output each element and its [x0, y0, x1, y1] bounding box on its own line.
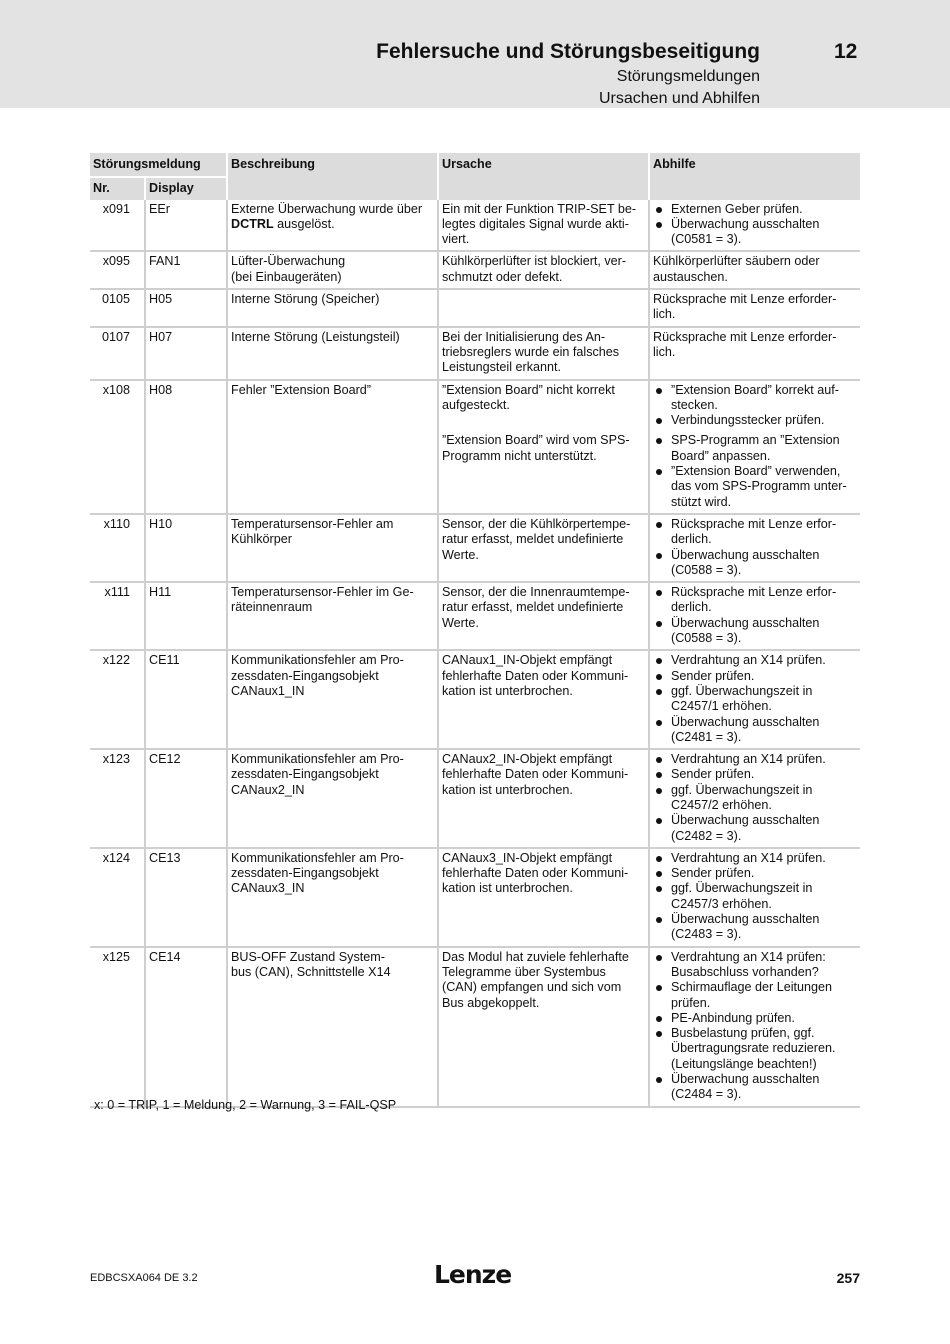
remedy-list [653, 383, 857, 429]
bullet-icon [656, 985, 662, 991]
fault-description [227, 251, 438, 289]
remedy-item [653, 1011, 857, 1026]
table-row [90, 650, 860, 749]
fault-number: x111 [90, 582, 145, 650]
bullet-icon [656, 720, 662, 726]
remedy-item [653, 433, 857, 464]
fault-display: CE13 [145, 848, 227, 947]
page-number: 257 [836, 1270, 860, 1286]
cause-text: CANaux2_IN-Objekt empfängt fehlerhafte Daten oder Kommuni- kation ist unterbrochen. [442, 752, 629, 797]
cause-cell [438, 251, 649, 289]
page-header [0, 0, 950, 108]
remedy-text: Busbelastung prüfen, ggf. Übertragungsrate reduzieren. (Leitungslänge beachten!) [671, 1026, 836, 1071]
remedy-item [653, 881, 857, 912]
remedy-item [653, 202, 857, 217]
remedy-text: ”Extension Board” verwenden, das vom SPS-Programm unter- stützt wird. [671, 464, 847, 509]
fault-number: x125 [90, 947, 145, 1107]
bullet-icon [656, 689, 662, 695]
bullet-icon [656, 621, 662, 627]
bullet-icon [656, 418, 662, 424]
fault-number: x091 [90, 200, 145, 252]
cause-cell [438, 327, 649, 380]
cause-cell [438, 380, 649, 432]
remedy-item [653, 669, 857, 684]
remedy-list [653, 851, 857, 943]
remedy-item [653, 783, 857, 814]
table-row [90, 582, 860, 650]
table-row [90, 200, 860, 252]
remedy-cell [649, 380, 860, 432]
fault-number: x110 [90, 514, 145, 582]
remedy-text: Überwachung ausschalten (C2483 = 3). [671, 912, 820, 942]
fault-display: FAN1 [145, 251, 227, 289]
bullet-icon [656, 757, 662, 763]
fault-number: 0107 [90, 327, 145, 380]
remedy-text: ggf. Überwachungszeit in C2457/3 erhöhen. [671, 881, 813, 911]
fault-display: CE11 [145, 650, 227, 749]
fault-description [227, 200, 438, 252]
description-text: Kommunikationsfehler am Pro- zessdaten-Eingangsobjekt CANaux1_IN [231, 653, 404, 698]
cause-cell [438, 947, 649, 1107]
remedy-item [653, 517, 857, 548]
fault-display: CE12 [145, 749, 227, 848]
cause-cell [438, 200, 649, 252]
col-header-stoerungsmeldung: Störungsmeldung [90, 153, 227, 177]
fault-display: EEr [145, 200, 227, 252]
remedy-item [653, 752, 857, 767]
remedy-cell [649, 514, 860, 582]
section-subtitle-2: Ursachen und Abhilfen [599, 90, 760, 107]
description-text: Kommunikationsfehler am Pro- zessdaten-Eingangsobjekt CANaux2_IN [231, 752, 404, 797]
cause-text: CANaux3_IN-Objekt empfängt fehlerhafte Daten oder Kommuni- kation ist unterbrochen. [442, 850, 629, 896]
bullet-icon [656, 871, 662, 877]
remedy-text: Schirmauflage der Leitungen prüfen. [671, 980, 833, 1010]
remedy-text: Überwachung ausschalten (C2484 = 3). [671, 1072, 820, 1102]
fault-table [90, 153, 860, 1108]
remedy-text: Kühlkörperlüfter säubern oder austauschen. [653, 254, 820, 284]
description-text: Externe Überwachung wurde über [231, 201, 423, 216]
bullet-icon [656, 590, 662, 596]
remedy-text: Rücksprache mit Lenze erforder- lich. [653, 329, 837, 359]
fault-number: x124 [90, 848, 145, 947]
bullet-icon [656, 818, 662, 824]
fault-number: x108 [90, 380, 145, 514]
bullet-icon [656, 1016, 662, 1022]
description-text: ausgelöst. [273, 216, 335, 231]
bullet-icon [656, 1031, 662, 1037]
description-text: Interne Störung (Leistungsteil) [231, 329, 400, 344]
remedy-text: ggf. Überwachungszeit in C2457/2 erhöhen. [671, 782, 813, 812]
table-body [90, 200, 860, 1107]
cause-text: Ein mit der Funktion TRIP-SET be- legtes digitales Signal wurde akti- viert. [442, 201, 637, 247]
remedy-cell [649, 327, 860, 380]
fault-number: x095 [90, 251, 145, 289]
table-row [90, 380, 860, 432]
description-text: Kommunikationsfehler am Pro- zessdaten-Eingangsobjekt CANaux3_IN [231, 850, 404, 896]
cause-text: Sensor, der die Innenraumtempe- ratur erfasst, meldet undefinierte Werte. [442, 585, 630, 630]
description-text: BUS-OFF Zustand System- bus (CAN), Schnittstelle X14 [231, 949, 391, 979]
remedy-text: SPS-Programm an ”Extension Board” anpassen. [671, 433, 840, 463]
cause-cell [438, 749, 649, 848]
fault-description [227, 327, 438, 380]
table-row [90, 947, 860, 1107]
remedy-list [653, 517, 857, 578]
page-title: Fehlersuche und Störungsbeseitigung [376, 40, 760, 63]
remedy-text: Sender prüfen. [671, 668, 755, 683]
description-keyword: DCTRL [231, 216, 274, 231]
remedy-item [653, 950, 857, 981]
remedy-item [653, 548, 857, 579]
col-header-display: Display [145, 177, 227, 199]
remedy-text: Verdrahtung an X14 prüfen. [671, 850, 826, 865]
fault-description [227, 650, 438, 749]
fault-number: x122 [90, 650, 145, 749]
remedy-text: Überwachung ausschalten (C0588 = 3). [671, 615, 820, 646]
cause-cell [438, 848, 649, 947]
remedy-text: Verdrahtung an X14 prüfen. [671, 653, 826, 668]
remedy-text: Sender prüfen. [671, 767, 755, 782]
remedy-item [653, 464, 857, 510]
remedy-text: Externen Geber prüfen. [671, 201, 803, 216]
remedy-item [653, 813, 857, 844]
description-text: Lüfter-Überwachung (bei Einbaugeräten) [231, 254, 346, 284]
remedy-item [653, 1072, 857, 1103]
col-header-beschreibung: Beschreibung [227, 153, 438, 200]
remedy-item [653, 980, 857, 1011]
description-text: Interne Störung (Speicher) [231, 292, 380, 307]
remedy-text: ”Extension Board” korrekt auf- stecken. [671, 382, 839, 412]
fault-description [227, 380, 438, 514]
fault-description [227, 289, 438, 327]
fault-description [227, 582, 438, 650]
col-header-abhilfe: Abhilfe [649, 153, 860, 200]
remedy-cell [649, 650, 860, 749]
table-row [90, 327, 860, 380]
bullet-icon [656, 222, 662, 228]
remedy-item [653, 684, 857, 715]
remedy-item [653, 413, 857, 428]
cause-cell [438, 289, 649, 327]
remedy-cell [649, 749, 860, 848]
cause-cell [438, 582, 649, 650]
remedy-text: Überwachung ausschalten (C2482 = 3). [671, 813, 820, 843]
footnote: x: 0 = TRIP, 1 = Meldung, 2 = Warnung, 3 = FAIL-QSP [94, 1098, 397, 1112]
remedy-text: Sender prüfen. [671, 866, 755, 881]
bullet-icon [656, 207, 662, 213]
bullet-icon [656, 917, 662, 923]
fault-description [227, 947, 438, 1107]
remedy-cell [649, 289, 860, 327]
cause-text: ”Extension Board” nicht korrekt aufgesteckt. [442, 382, 615, 412]
remedy-item [653, 767, 857, 782]
remedy-item [653, 217, 857, 248]
remedy-text: Verdrahtung an X14 prüfen. [671, 752, 826, 767]
chapter-number: 12 [834, 40, 858, 63]
remedy-item [653, 653, 857, 668]
bullet-icon [656, 438, 662, 444]
section-subtitle: Störungsmeldungen [616, 68, 760, 85]
remedy-list [653, 433, 857, 509]
fault-description [227, 749, 438, 848]
remedy-text: Rücksprache mit Lenze erforder- lich. [653, 292, 837, 322]
bullet-icon [656, 856, 662, 862]
remedy-item [653, 912, 857, 943]
fault-display: H11 [145, 582, 227, 650]
fault-number: x123 [90, 749, 145, 848]
bullet-icon [656, 1077, 662, 1083]
col-header-ursache: Ursache [438, 153, 649, 200]
remedy-text: Rücksprache mit Lenze erfor- derlich. [671, 585, 837, 615]
table-row [90, 749, 860, 848]
remedy-item [653, 616, 857, 647]
remedy-list [653, 585, 857, 646]
remedy-cell [649, 200, 860, 252]
cause-text: Bei der Initialisierung des An- triebsreglers wurde ein falsches Leistungsteil erkannt. [442, 329, 620, 375]
cause-text: CANaux1_IN-Objekt empfängt fehlerhafte Daten oder Kommuni- kation ist unterbrochen. [442, 653, 629, 698]
fault-number: 0105 [90, 289, 145, 327]
remedy-item [653, 866, 857, 881]
remedy-item [653, 715, 857, 746]
description-text: Temperatursensor-Fehler im Ge- räteinnenraum [231, 585, 414, 615]
remedy-cell [649, 431, 860, 513]
table-row [90, 289, 860, 327]
bullet-icon [656, 522, 662, 528]
bullet-icon [656, 658, 662, 664]
col-header-nr: Nr. [90, 177, 145, 199]
fault-display: H08 [145, 380, 227, 514]
remedy-cell [649, 947, 860, 1107]
cause-text: Sensor, der die Kühlkörpertempe- ratur erfasst, meldet undefinierte Werte. [442, 516, 631, 562]
bullet-icon [656, 772, 662, 778]
bullet-icon [656, 553, 662, 559]
bullet-icon [656, 469, 662, 475]
bullet-icon [656, 788, 662, 794]
remedy-item [653, 585, 857, 616]
cause-cell [438, 514, 649, 582]
remedy-text: Verbindungsstecker prüfen. [671, 413, 825, 428]
document-id: EDBCSXA064 DE 3.2 [90, 1272, 198, 1284]
remedy-text: ggf. Überwachungszeit in C2457/1 erhöhen. [671, 683, 813, 714]
cause-cell [438, 431, 649, 513]
lenze-logo: Lenze [434, 1260, 512, 1289]
cause-cell [438, 650, 649, 749]
remedy-item [653, 383, 857, 414]
fault-description [227, 848, 438, 947]
fault-display: H10 [145, 514, 227, 582]
remedy-cell [649, 848, 860, 947]
fault-description [227, 514, 438, 582]
description-text: Fehler ”Extension Board” [231, 382, 371, 397]
table-row [90, 848, 860, 947]
cause-text: Das Modul hat zuviele fehlerhafte Telegramme über Systembus (CAN) empfangen und sich vom Bus abgekoppelt. [442, 949, 629, 1010]
description-text: Temperatursensor-Fehler am Kühlkörper [231, 516, 394, 547]
remedy-list [653, 950, 857, 1103]
remedy-cell [649, 582, 860, 650]
remedy-list [653, 653, 857, 745]
remedy-text: Überwachung ausschalten (C2481 = 3). [671, 714, 820, 744]
remedy-item [653, 851, 857, 866]
bullet-icon [656, 674, 662, 680]
table-row [90, 514, 860, 582]
fault-display: CE14 [145, 947, 227, 1107]
fault-display: H05 [145, 289, 227, 327]
remedy-list [653, 202, 857, 248]
remedy-text: Rücksprache mit Lenze erfor- derlich. [671, 516, 837, 547]
cause-text: Kühlkörperlüfter ist blockiert, ver- schmutzt oder defekt. [442, 254, 627, 284]
remedy-text: PE-Anbindung prüfen. [671, 1010, 795, 1025]
table-row [90, 251, 860, 289]
fault-display: H07 [145, 327, 227, 380]
remedy-text: Überwachung ausschalten (C0588 = 3). [671, 547, 820, 577]
bullet-icon [656, 955, 662, 961]
remedy-list [653, 752, 857, 844]
remedy-cell [649, 251, 860, 289]
bullet-icon [656, 886, 662, 892]
remedy-item [653, 1026, 857, 1072]
cause-text: ”Extension Board” wird vom SPS- Programm nicht unterstützt. [442, 433, 630, 463]
bullet-icon [656, 388, 662, 394]
remedy-text: Überwachung ausschalten (C0581 = 3). [671, 216, 820, 247]
remedy-text: Verdrahtung an X14 prüfen: Busabschluss vorhanden? [671, 949, 826, 979]
